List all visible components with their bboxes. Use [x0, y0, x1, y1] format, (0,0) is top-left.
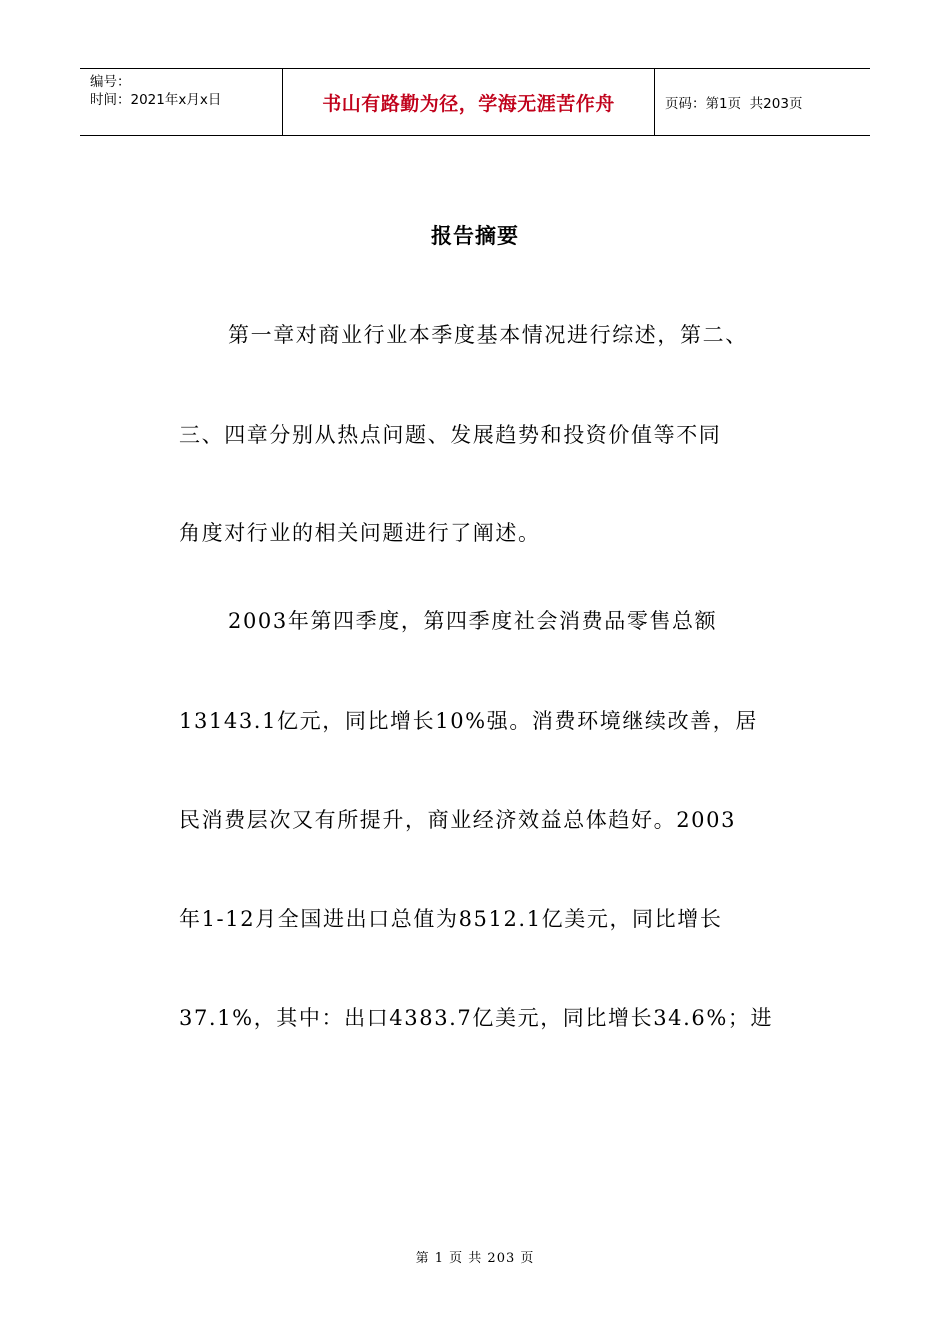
- body-line: 2003年第四季度，第四季度社会消费品零售总额: [228, 609, 718, 633]
- page-footer: 第 1 页 共 203 页: [415, 1251, 535, 1266]
- body-line: 第一章对商业行业本季度基本情况进行综述，第二、: [228, 323, 748, 347]
- date-label: 时间：2021年x月x日: [90, 92, 222, 108]
- document-title: 报告摘要: [431, 224, 519, 248]
- body-line: 角度对行业的相关问题进行了阐述。: [179, 521, 541, 545]
- body-line: 37.1%，其中：出口4383.7亿美元，同比增长34.6%；进: [179, 1006, 774, 1030]
- header-motto: 书山有路勤为径，学海无涯苦作舟: [283, 69, 655, 135]
- body-line: 三、四章分别从热点问题、发展趋势和投资价值等不同: [179, 423, 722, 447]
- number-label: 编号：: [90, 74, 131, 90]
- page-info-text: 页码：第1页 共203页: [665, 96, 803, 112]
- body-line: 民消费层次又有所提升，商业经济效益总体趋好。2003: [179, 808, 737, 832]
- body-line: 13143.1亿元，同比增长10%强。消费环境继续改善，居: [179, 709, 758, 733]
- body-line: 年1-12月全国进出口总值为8512.1亿美元，同比增长: [179, 907, 723, 931]
